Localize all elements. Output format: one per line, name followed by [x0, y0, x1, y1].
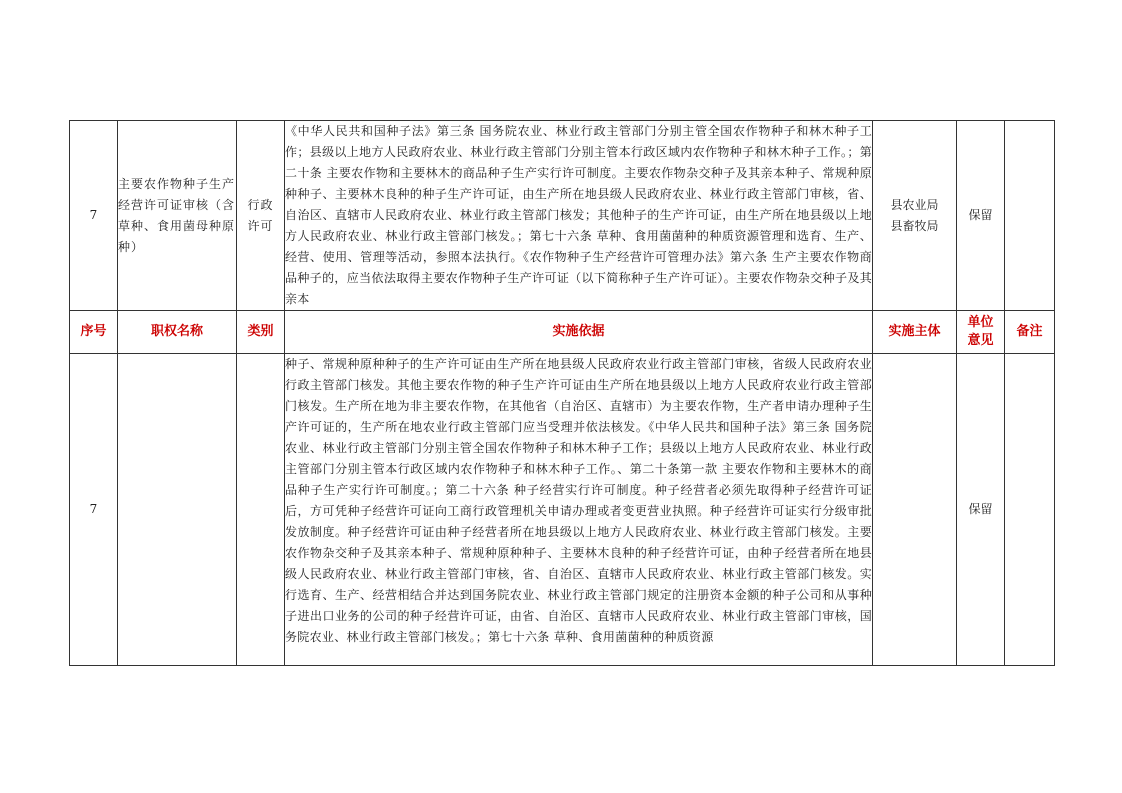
category-text: 行政许可 — [247, 197, 274, 233]
table-row — [70, 354, 1055, 666]
basis-cell: 种子、常规种原种种子的生产许可证由生产所在地县级人民政府农业行政主管部门审核，省级人民政府农业行政主管部门核发。其他主要农作物的种子生产许可证由生产所在地县级以上地方人民政府农业行政主管部门核发。生产所在地为非主要农作物，在其他省（自治区、直辖市）为主要农作物，生产者申请办理种子生产许可证的，生产所在地农业行政主管部门应当受理并依法核发。《中华人民共和国种子法》第三条 国务院农业、林业行政主管部门分别主管全国农作物种子和林木种子工作；县级以上地方人民政府农业、林业行政主管部门分别主管本行政区域内农作物种子和林木种子工作。、第二十条第一款 主要农作物和主要林木的商品种子生产实行许可制度。；第二十六条 种子经营实行许可制度。种子经营者必须先取得种子经营许可证后，方可凭种子经营许可证向工商行政管理机关申请办理或者变更营业执照。种子经营许可证实行分级审批发放制度。种子经营许可证由种子经营者所在地县级以上地方人民政府农业、林业行政主管部门核发。主要农作物杂交种子及其亲本种子、常规种原种种子、主要林木良种的种子经营许可证，由种子经营者所在地县级人民政府农业、林业行政主管部门审核，省、自治区、直辖市人民政府农业、林业行政主管部门核发。实行选育、生产、经营相结合并达到国务院农业、林业行政主管部门规定的注册资本金额的种子公司和从事种子进出口业务的公司的种子经营许可证，由省、自治区、直辖市人民政府农业、林业行政主管部门审核，国务院农业、林业行政主管部门核发。；第七十六条 草种、食用菌菌种的种质资源 — [285, 354, 873, 666]
remark-cell — [1005, 354, 1055, 666]
remark-cell — [1005, 121, 1055, 311]
subject-cell — [873, 121, 957, 311]
seq-cell: 7 — [70, 354, 118, 666]
subject-line: 县畜牧局 — [890, 218, 939, 233]
header-opinion — [957, 311, 1005, 354]
header-basis: 实施依据 — [285, 311, 873, 354]
opinion-cell: 保留 — [957, 121, 1005, 311]
subject-cell — [873, 354, 957, 666]
table-row — [70, 121, 1055, 311]
header-subject: 实施主体 — [873, 311, 957, 354]
seq-cell: 7 — [70, 121, 118, 311]
header-remark: 备注 — [1005, 311, 1055, 354]
header-opinion-line: 意见 — [967, 333, 994, 348]
category-cell — [237, 121, 285, 311]
header-type: 类别 — [237, 311, 285, 354]
subject-line: 县农业局 — [890, 197, 939, 212]
authority-name-cell — [118, 354, 237, 666]
basis-cell: 《中华人民共和国种子法》第三条 国务院农业、林业行政主管部门分别主管全国农作物种子和林木种子工作；县级以上地方人民政府农业、林业行政主管部门分别主管本行政区域内农作物种子和林木种子工作。；第二十条 主要农作物和主要林木的商品种子生产实行许可制度。主要农作物杂交种子及其亲本种子、常规种原种种子、主要林木良种的种子生产许可证，由生产所在地县级人民政府农业、林业行政主管部门审核，省、自治区、直辖市人民政府农业、林业行政主管部门核发；其他种子的生产许可证，由生产所在地县级以上地方人民政府农业、林业行政主管部门核发。；第七十六条 草种、食用菌菌种的种质资源管理和选育、生产、经营、使用、管理等活动，参照本法执行。《农作物种子生产经营许可管理办法》第六条 生产主要农作物商品种子的，应当依法取得主要农作物种子生产许可证（以下简称种子生产许可证）。主要农作物杂交种子及其亲本 — [285, 121, 873, 311]
authority-name-cell: 主要农作物种子生产经营许可证审核（含草种、食用菌母种原种） — [118, 121, 237, 311]
authority-table — [69, 120, 1055, 666]
header-name: 职权名称 — [118, 311, 237, 354]
opinion-cell: 保留 — [957, 354, 1005, 666]
table-header-row — [70, 311, 1055, 354]
category-cell — [237, 354, 285, 666]
header-opinion-line: 单位 — [967, 315, 994, 330]
header-seq: 序号 — [70, 311, 118, 354]
